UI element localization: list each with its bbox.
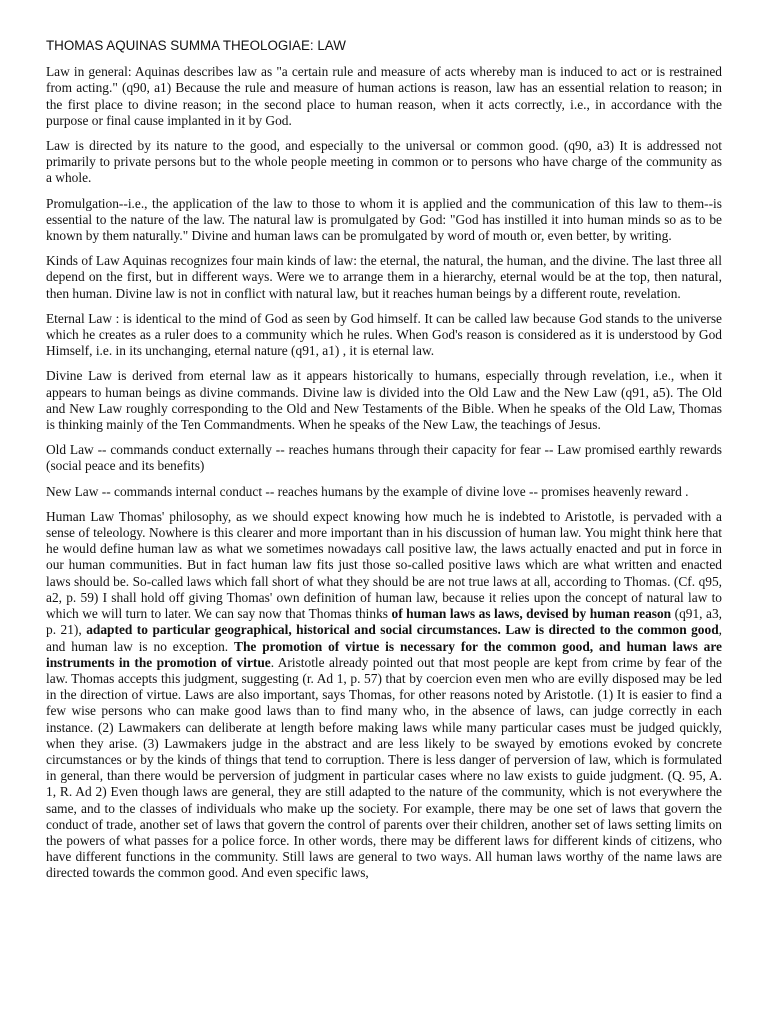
human-law-text-2: (q91, a3, p. 21), <box>46 606 722 638</box>
paragraph-eternal-law: Eternal Law : is identical to the mind of God as seen by God himself. It can be called law because God stands to the universe which he creates as a ruler does to a community which he rules. When God's reason is considered as it is understood by God Himself, i.e. in its unchanging, eternal nature (q91, a1) , it is eternal law. <box>46 310 722 359</box>
paragraph-new-law: New Law -- commands internal conduct -- reaches humans by the example of divine love -- promises heavenly reward . <box>46 483 689 499</box>
human-law-text-1: Human Law Thomas' philosophy, as we should expect knowing how much he is indebted to Aristotle, is pervaded with a sense of teleology. Nowhere is this clearer and more important than in his discussion of human law. You might think here that he would define human law as what we sometimes nowadays call positive law, the laws actually enacted and put in force in our human communities. But in fact human law fits just those so-called positive laws which are what written and enacted laws should be. So-called laws which fall short of what they should be are not true laws at all, according to Thomas. (Cf. q95, a2, p. 59) I shall hold off giving Thomas' own definition of human law, because it relies upon the concept of natural law to which we will turn to later. We can say now that Thomas thinks <box>46 508 722 622</box>
paragraph-divine-law: Divine Law is derived from eternal law as it appears historically to humans, especially through revelation, i.e., when it appears to human beings as divine commands. Divine law is divided into the Old Law and the New Law (q91, a5). The Old and New Law roughly corresponding to the Old and New Testaments of the Bible. When he speaks of the Old Law, Thomas is thinking mainly of the Ten Commandments. When he speaks of the New Law, the teachings of Jesus. <box>46 368 722 433</box>
human-law-bold-3: The promotion of virtue is necessary for the common good, and human laws are instruments in the promotion of virtue <box>46 638 722 670</box>
paragraph-human-law <box>46 509 722 882</box>
paragraph-promulgation: Promulgation--i.e., the application of the law to those to whom it is applied and the communication of this law to them--is essential to the nature of the law. The natural law is promulgated by God: "God has instilled it into human minds so as to be known by them naturally." Divine and human laws can be promulgated by word of mouth or, even better, by writing. <box>46 195 722 244</box>
human-law-bold-1: of human laws as laws, devised by human reason <box>391 606 672 622</box>
human-law-bold-2: adapted to particular geographical, historical and social circumstances. Law is directed to the common good <box>86 622 719 638</box>
paragraph-law-in-general: Law in general: Aquinas describes law as "a certain rule and measure of acts whereby man is induced to act or is restrained from acting." (q90, a1) Because the rule and measure of human actions is reason, law has an essential relation to reason; in the first place to divine reason; in the second place to human reason, when it acts correctly, i.e., in accordance with the purpose or final cause implanted in it by God. <box>46 64 722 128</box>
document-page <box>46 38 722 891</box>
paragraph-common-good: Law is directed by its nature to the good, and especially to the universal or common good. (q90, a3) It is addressed not primarily to private persons but to the whole people meeting in common or to persons who have charge of the community as a whole. <box>46 138 722 186</box>
document-title: THOMAS AQUINAS SUMMA THEOLOGIAE: LAW <box>46 38 346 53</box>
human-law-text-4: . Aristotle already pointed out that most people are kept from crime by fear of the law. Thomas accepts this judgment, suggesting (r. Ad 1, p. 57) that by coercion even men who are evilly disposed may be led in the direction of virtue. Laws are also important, says Thomas, for other reasons noted by Aristotle. (1) It is easier to find a few wise persons who can make good laws than to find many who, in the absence of laws, can judge correctly in each instance. (2) Lawmakers can deliberate at length before making laws while many particular cases must be judged quickly, when they arise. (3) Lawmakers judge in the abstract and are less likely to be swayed by emotions evoked by concrete circumstances or by the kinds of things that tend to corruption. There is less danger of perversion of law, which is formulated in general, than there would be perversion of judgment in particular cases where no law exists to guide judgment. (Q. 95, A. 1, R. Ad 2) Even though laws are general, they are still adapted to the nature of the community, which is not everywhere the same, and to the classes of individuals who make up the society. For example, there may be one set of laws that govern the conduct of trade, another set of laws that govern the control of parents over their children, another set of laws setting limits on the powers of what passes for a police force. In other words, there may be different laws for different kinds of citizens, who have different functions in the community. Still laws are general to two ways. All human laws worthy of the name laws are directed towards the common good. And even specific laws, <box>46 654 722 881</box>
paragraph-old-law: Old Law -- commands conduct externally -- reaches humans through their capacity for fear -- Law promised earthly rewards (social peace and its benefits) <box>46 442 722 474</box>
paragraph-kinds-of-law: Kinds of Law Aquinas recognizes four main kinds of law: the eternal, the natural, the human, and the divine. The last three all depend on the first, but in different ways. Were we to arrange them in a hierarchy, eternal would be at the top, then natural, then human. Divine law is not in conflict with natural law, but it reaches human beings by a different route, revelation. <box>46 253 722 301</box>
human-law-text-3: , and human law is no exception. <box>46 622 723 654</box>
